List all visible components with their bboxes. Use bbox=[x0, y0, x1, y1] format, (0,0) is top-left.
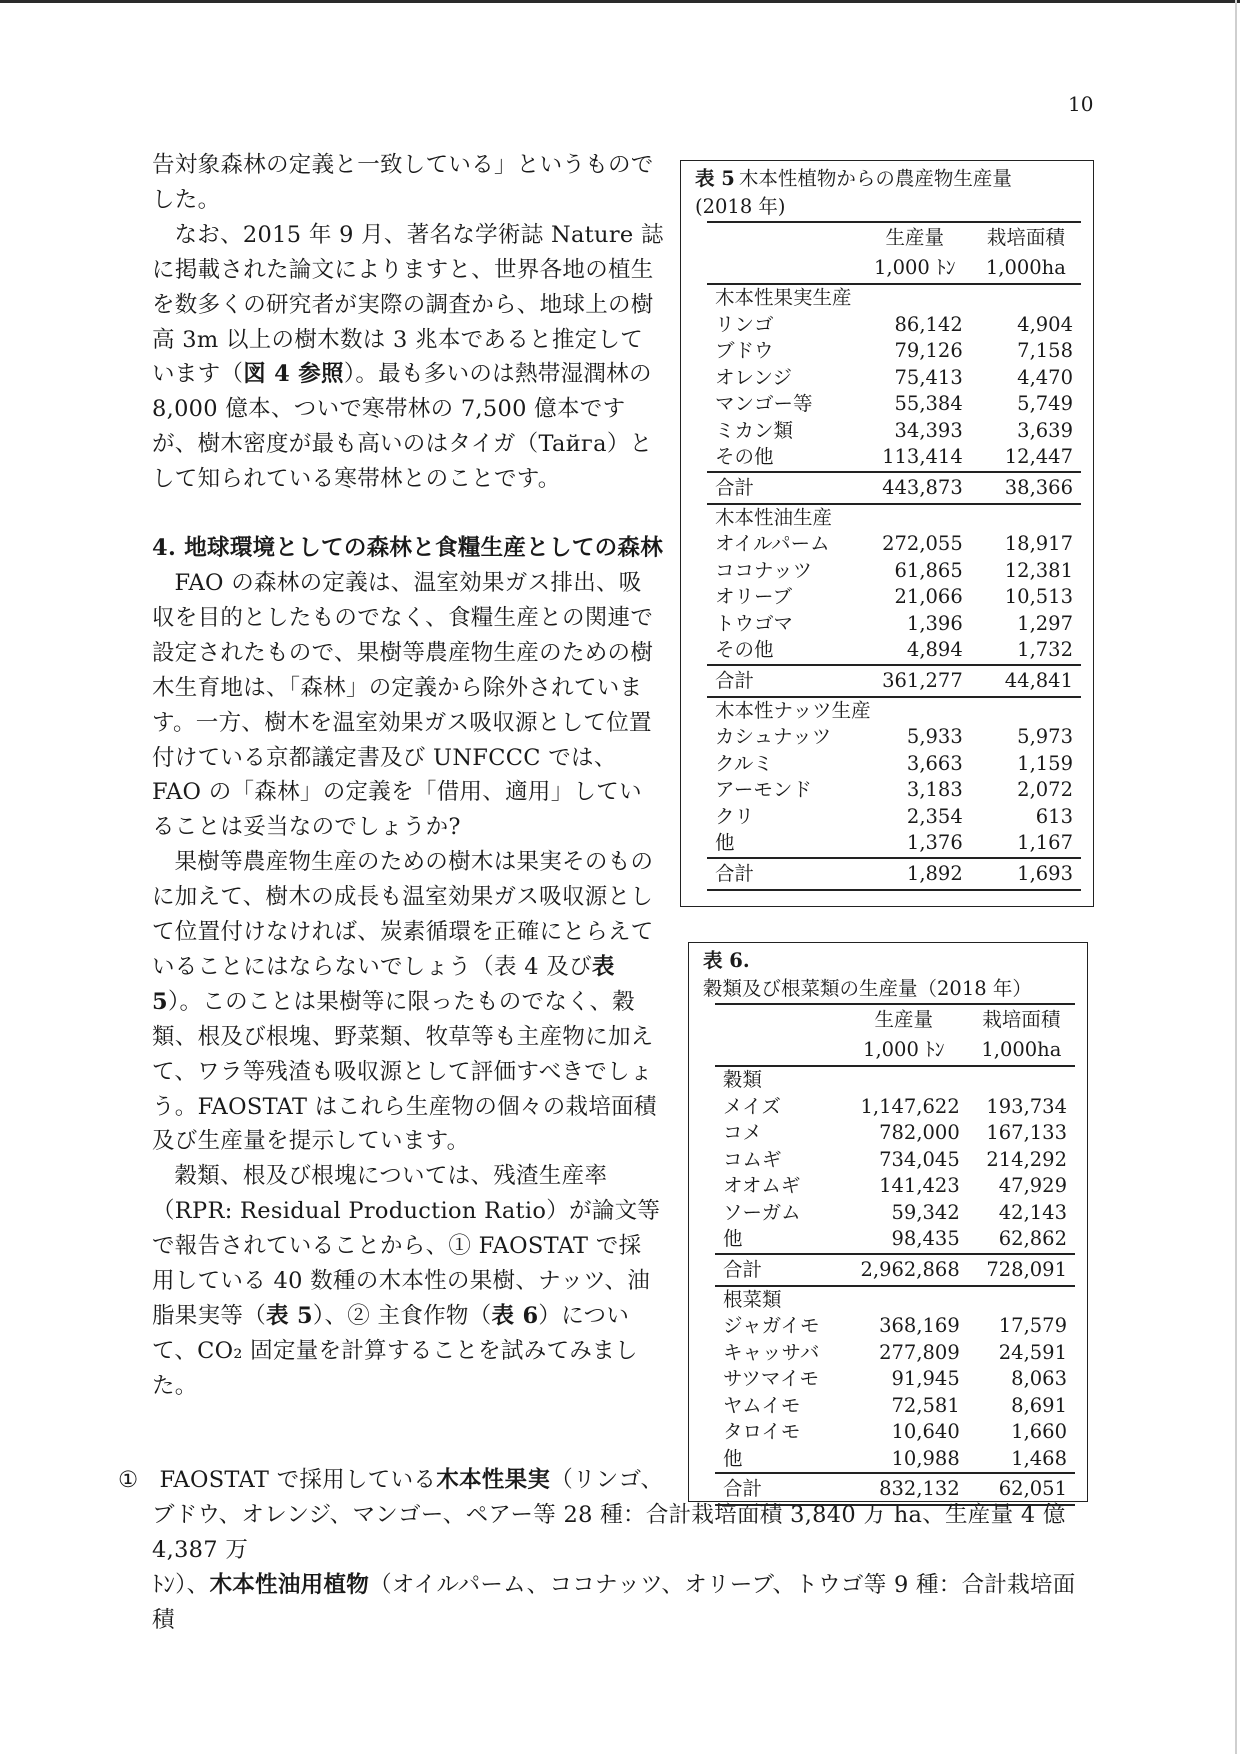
table-6-grid bbox=[715, 1003, 1075, 1506]
row-area: 5,749 bbox=[1017, 392, 1073, 415]
row-production: 113,414 bbox=[882, 445, 963, 468]
table-total-row bbox=[707, 472, 1081, 504]
row-production: 79,126 bbox=[894, 339, 963, 362]
section-gap bbox=[152, 497, 664, 531]
row-production: 86,142 bbox=[894, 312, 963, 336]
table-total-row bbox=[707, 858, 1081, 890]
row-production: 368,169 bbox=[879, 1314, 960, 1337]
group-name: 木本性油生産 bbox=[707, 504, 1081, 532]
total-label: 合計 bbox=[707, 858, 859, 890]
table-unit-row bbox=[707, 253, 1081, 284]
section-heading-4: 4. 地球環境としての森林と食糧生産としての森林 bbox=[152, 535, 664, 562]
row-item: アーモンド bbox=[715, 778, 812, 801]
row-item: オオムギ bbox=[723, 1174, 801, 1197]
table-6-ref: 表 6 bbox=[491, 1303, 539, 1329]
row-area: 8,691 bbox=[1011, 1393, 1067, 1417]
table-row bbox=[707, 751, 1081, 778]
body-text-column bbox=[152, 148, 664, 1404]
table-header-row bbox=[707, 222, 1081, 253]
row-area: 193,734 bbox=[986, 1094, 1067, 1118]
total-area: 728,091 bbox=[968, 1254, 1075, 1286]
row-area: 47,929 bbox=[998, 1174, 1067, 1197]
row-item: オリーブ bbox=[715, 585, 793, 608]
paragraph-1: 告対象森林の定義と一致している」というものでした。 bbox=[152, 152, 654, 213]
row-area: 613 bbox=[1035, 804, 1073, 828]
paragraph-5-mid: ）、② 主食作物（ bbox=[312, 1303, 492, 1329]
row-production: 59,342 bbox=[891, 1200, 960, 1224]
total-label: 合計 bbox=[707, 665, 859, 697]
table-5-title: 木本性植物からの農産物生産量 bbox=[738, 167, 1012, 190]
table-row bbox=[715, 1393, 1075, 1420]
row-production: 2,354 bbox=[906, 804, 963, 828]
unit-blank bbox=[707, 253, 859, 284]
table-row bbox=[707, 391, 1081, 418]
group-name: 木本性果実生産 bbox=[715, 286, 852, 309]
row-production: 277,809 bbox=[879, 1340, 960, 1364]
row-production: 10,640 bbox=[891, 1420, 960, 1443]
list-item-1-line-3 bbox=[118, 1568, 1098, 1638]
table-group-row bbox=[707, 504, 1081, 532]
row-area: 18,917 bbox=[1004, 532, 1073, 555]
row-item: クリ bbox=[715, 804, 755, 828]
row-production: 72,581 bbox=[891, 1393, 960, 1417]
row-production: 1,396 bbox=[906, 611, 963, 635]
header-blank bbox=[715, 1004, 840, 1035]
row-area: 1,468 bbox=[1011, 1446, 1067, 1470]
paragraph-2 bbox=[152, 218, 664, 497]
table-row bbox=[707, 584, 1081, 611]
total-area: 44,841 bbox=[971, 665, 1081, 697]
table-row bbox=[707, 558, 1081, 585]
row-area: 1,167 bbox=[1017, 831, 1073, 854]
row-area: 1,297 bbox=[1017, 611, 1073, 635]
paragraph-5 bbox=[152, 1159, 664, 1403]
table-row bbox=[715, 1419, 1075, 1446]
woody-oil-term: 木本性油用植物 bbox=[209, 1572, 370, 1598]
row-area: 4,470 bbox=[1017, 365, 1073, 389]
paragraph-4-tail: ）。このことは果樹等に限ったものでなく、穀類、根及び根塊、野菜類、牧草等も主産物に加えて、ワラ等残渣も吸収源として評価すべきでしょう。FAOSTAT はこれら生産物の個々の栽培面積及び生産量を提示しています。 bbox=[152, 988, 657, 1155]
table-row bbox=[707, 444, 1081, 472]
row-item: オレンジ bbox=[715, 365, 793, 389]
table-5-caption bbox=[681, 161, 1093, 221]
total-label: 合計 bbox=[715, 1473, 840, 1505]
row-item: サツマイモ bbox=[723, 1367, 819, 1390]
paragraph-5-text: 穀類、根及び根塊については、残渣生産率（RPR: Residual Production Ratio）が論文等で報告されていることから、① FAOSTAT で採用している 40 数種の木本性の果樹、ナッツ、油脂果実等（ bbox=[152, 1163, 661, 1329]
row-item: ソーガム bbox=[723, 1200, 801, 1224]
table-row bbox=[715, 1313, 1075, 1340]
row-area: 1,732 bbox=[1017, 638, 1073, 661]
unit-production: 1,000 ﾄﾝ bbox=[859, 253, 971, 284]
row-item: カシュナッツ bbox=[715, 725, 832, 748]
table-row bbox=[707, 830, 1081, 858]
total-production: 2,962,868 bbox=[840, 1254, 968, 1286]
row-area: 24,591 bbox=[998, 1340, 1067, 1364]
header-area: 栽培面積 bbox=[968, 1004, 1075, 1035]
row-production: 4,894 bbox=[906, 638, 963, 661]
total-production: 832,132 bbox=[840, 1473, 968, 1505]
total-label: 合計 bbox=[707, 472, 859, 504]
paragraph-2-text: なお、2015 年 9 月、著名な学術誌 Nature 誌に掲載された論文によりますと、世界各地の植生を数多くの研究者が実際の調査から、地球上の樹高 3m 以上の樹木数は 3 兆本であると推定しています（ bbox=[152, 221, 664, 388]
table-6-caption bbox=[689, 943, 1087, 1003]
row-production: 61,865 bbox=[894, 558, 963, 582]
row-area: 42,143 bbox=[998, 1200, 1067, 1224]
table-total-row bbox=[715, 1473, 1075, 1505]
table-5-ref-2: 表 5 bbox=[266, 1303, 313, 1329]
total-production: 1,892 bbox=[859, 858, 971, 890]
table-total-row bbox=[707, 665, 1081, 697]
row-item: キャッサバ bbox=[723, 1340, 820, 1364]
table-5-ref: 表 5 bbox=[152, 953, 615, 1015]
row-area: 62,862 bbox=[998, 1227, 1067, 1250]
table-row bbox=[707, 418, 1081, 445]
table-row bbox=[715, 1173, 1075, 1200]
row-production: 34,393 bbox=[894, 418, 963, 442]
row-production: 782,000 bbox=[879, 1121, 960, 1144]
row-area: 7,158 bbox=[1017, 339, 1073, 362]
total-production: 443,873 bbox=[859, 472, 971, 504]
row-item: 他 bbox=[715, 831, 735, 854]
table-unit-row bbox=[715, 1035, 1075, 1066]
figure-4-ref: 図 4 参照 bbox=[243, 361, 344, 388]
unit-production: 1,000 ﾄﾝ bbox=[840, 1035, 968, 1066]
row-production: 55,384 bbox=[894, 392, 963, 415]
unit-blank bbox=[715, 1035, 840, 1066]
row-production: 272,055 bbox=[882, 532, 963, 555]
table-row bbox=[707, 724, 1081, 751]
row-item: コメ bbox=[723, 1121, 763, 1144]
list-item-1-line-3-b: （オイルパーム、ココナッツ、オリーブ、トウゴ等 9 種：合計栽培面積 bbox=[152, 1572, 1076, 1633]
row-item: コムギ bbox=[723, 1147, 782, 1171]
table-row bbox=[707, 804, 1081, 831]
group-name: 穀類 bbox=[723, 1068, 763, 1091]
table-row bbox=[707, 365, 1081, 392]
row-item: タロイモ bbox=[723, 1420, 801, 1443]
list-item-1-text-b: （リンゴ、 bbox=[550, 1467, 664, 1493]
row-production: 5,933 bbox=[906, 725, 963, 748]
row-area: 2,072 bbox=[1017, 778, 1073, 801]
row-production: 98,435 bbox=[891, 1227, 960, 1250]
row-item: リンゴ bbox=[715, 312, 774, 336]
total-area: 62,051 bbox=[968, 1473, 1075, 1505]
table-row bbox=[715, 1366, 1075, 1393]
paragraph-2-tail: ）。最も多いのは熱帯湿潤林の 8,000 億本、ついで寒帯林の 7,500 億本ですが、樹木密度が最も高いのはタイガ（Taйга）として知られている寒帯林とのことです。 bbox=[152, 361, 653, 493]
table-row bbox=[707, 338, 1081, 365]
paragraph-3: FAO の森林の定義は、温室効果ガス排出、吸収を目的としたものでなく、食糧生産との関連で設定されたもので、果樹等農産物生産のための樹木生育地は、「森林」の定義から除外されています。一方、樹木を温室効果ガス吸収源として位置付けている京都議定書及び UNFCCC では、FAO の「森林」の定義を「借用、適用」していることは妥当なのでしょうか? bbox=[152, 569, 654, 841]
group-name: 木本性ナッツ生産 bbox=[707, 697, 1081, 725]
table-5-label: 表 5 bbox=[695, 167, 735, 190]
table-group-row bbox=[715, 1066, 1075, 1094]
list-item-1-line-3-a: ﾄﾝ）、 bbox=[152, 1572, 210, 1598]
total-label: 合計 bbox=[715, 1254, 840, 1286]
row-production: 91,945 bbox=[891, 1367, 960, 1390]
row-area: 167,133 bbox=[986, 1121, 1067, 1144]
row-production: 3,183 bbox=[906, 778, 963, 801]
row-production: 1,376 bbox=[906, 831, 963, 854]
row-production: 141,423 bbox=[879, 1174, 960, 1197]
table-row bbox=[707, 777, 1081, 804]
row-area: 1,660 bbox=[1011, 1420, 1067, 1443]
table-5-year: (2018 年) bbox=[695, 195, 786, 218]
paragraph-5-tail: ）について、CO₂ 固定量を計算することを試みてみました。 bbox=[152, 1303, 638, 1399]
table-group-row bbox=[707, 284, 1081, 312]
list-marker: ① bbox=[118, 1467, 139, 1493]
scan-edge-top bbox=[0, 0, 1240, 3]
paragraph-4-text: 果樹等農産物生産のための樹木は果実そのものに加えて、樹木の成長も温室効果ガス吸収源として位置付けなければ、炭素循環を正確にとらえていることにはならないでしょう（表 4 及び bbox=[152, 849, 654, 980]
row-item: オイルパーム bbox=[715, 532, 830, 555]
table-total-row bbox=[715, 1254, 1075, 1286]
header-area: 栽培面積 bbox=[971, 222, 1081, 253]
row-area: 8,063 bbox=[1011, 1367, 1067, 1390]
list-item-1-text: FAOSTAT で採用している bbox=[159, 1467, 437, 1493]
row-production: 734,045 bbox=[879, 1147, 960, 1171]
table-group-row bbox=[707, 697, 1081, 725]
row-area: 214,292 bbox=[986, 1147, 1067, 1171]
row-item: ココナッツ bbox=[715, 558, 813, 582]
row-area: 5,973 bbox=[1017, 725, 1073, 748]
row-item: ジャガイモ bbox=[723, 1314, 820, 1337]
row-item: ブドウ bbox=[715, 339, 774, 362]
table-row bbox=[715, 1340, 1075, 1367]
row-area: 12,447 bbox=[1004, 445, 1073, 468]
table-group-row bbox=[715, 1286, 1075, 1314]
unit-area: 1,000ha bbox=[971, 253, 1081, 284]
paragraph-4 bbox=[152, 845, 664, 1159]
row-item: 他 bbox=[723, 1227, 743, 1250]
table-6-title: 穀類及び根菜類の生産量（2018 年） bbox=[703, 977, 1032, 1000]
table-row bbox=[715, 1200, 1075, 1227]
row-production: 21,066 bbox=[894, 585, 963, 608]
table-row bbox=[707, 637, 1081, 665]
total-production: 361,277 bbox=[859, 665, 971, 697]
total-area: 1,693 bbox=[971, 858, 1081, 890]
total-area: 38,366 bbox=[971, 472, 1081, 504]
page-number: 10 bbox=[1068, 92, 1094, 116]
row-production: 1,147,622 bbox=[860, 1094, 960, 1118]
table-row bbox=[707, 312, 1081, 339]
row-item: クルミ bbox=[715, 751, 773, 775]
table-row bbox=[707, 531, 1081, 558]
row-area: 4,904 bbox=[1017, 312, 1073, 336]
row-area: 17,579 bbox=[998, 1314, 1067, 1337]
table-row bbox=[715, 1094, 1075, 1121]
table-6-label: 表 6. bbox=[703, 949, 750, 972]
row-item: その他 bbox=[715, 638, 774, 661]
row-item: その他 bbox=[715, 445, 774, 468]
table-header-row bbox=[715, 1004, 1075, 1035]
header-production: 生産量 bbox=[859, 222, 971, 253]
group-name: 根菜類 bbox=[715, 1286, 1075, 1314]
row-area: 10,513 bbox=[1004, 585, 1073, 608]
table-row bbox=[715, 1226, 1075, 1254]
table-row bbox=[715, 1120, 1075, 1147]
table-6 bbox=[688, 942, 1088, 1502]
table-5-grid bbox=[707, 221, 1081, 891]
table-row bbox=[715, 1147, 1075, 1174]
list-item-1-line-2: ブドウ、オレンジ、マンゴー、ペアー等 28 種：合計栽培面積 3,840 万 ha、生産量 4 億 4,387 万 bbox=[152, 1502, 1066, 1563]
row-production: 10,988 bbox=[891, 1446, 960, 1470]
row-production: 3,663 bbox=[906, 751, 963, 775]
row-item: ミカン類 bbox=[715, 418, 794, 442]
row-item: 他 bbox=[723, 1446, 743, 1470]
row-item: メイズ bbox=[723, 1094, 781, 1118]
row-production: 75,413 bbox=[894, 365, 963, 389]
row-area: 3,639 bbox=[1017, 418, 1073, 442]
table-row bbox=[715, 1446, 1075, 1474]
table-row bbox=[707, 611, 1081, 638]
woody-fruit-term: 木本性果実 bbox=[436, 1467, 551, 1493]
row-area: 12,381 bbox=[1004, 558, 1073, 582]
row-area: 1,159 bbox=[1017, 751, 1073, 775]
unit-area: 1,000ha bbox=[968, 1035, 1075, 1066]
row-item: ヤムイモ bbox=[723, 1393, 801, 1417]
row-item: マンゴー等 bbox=[715, 392, 813, 415]
table-5 bbox=[680, 160, 1094, 907]
scan-edge-right bbox=[1235, 0, 1237, 1754]
header-production: 生産量 bbox=[840, 1004, 968, 1035]
row-item: トウゴマ bbox=[715, 611, 794, 635]
header-blank bbox=[707, 222, 859, 253]
